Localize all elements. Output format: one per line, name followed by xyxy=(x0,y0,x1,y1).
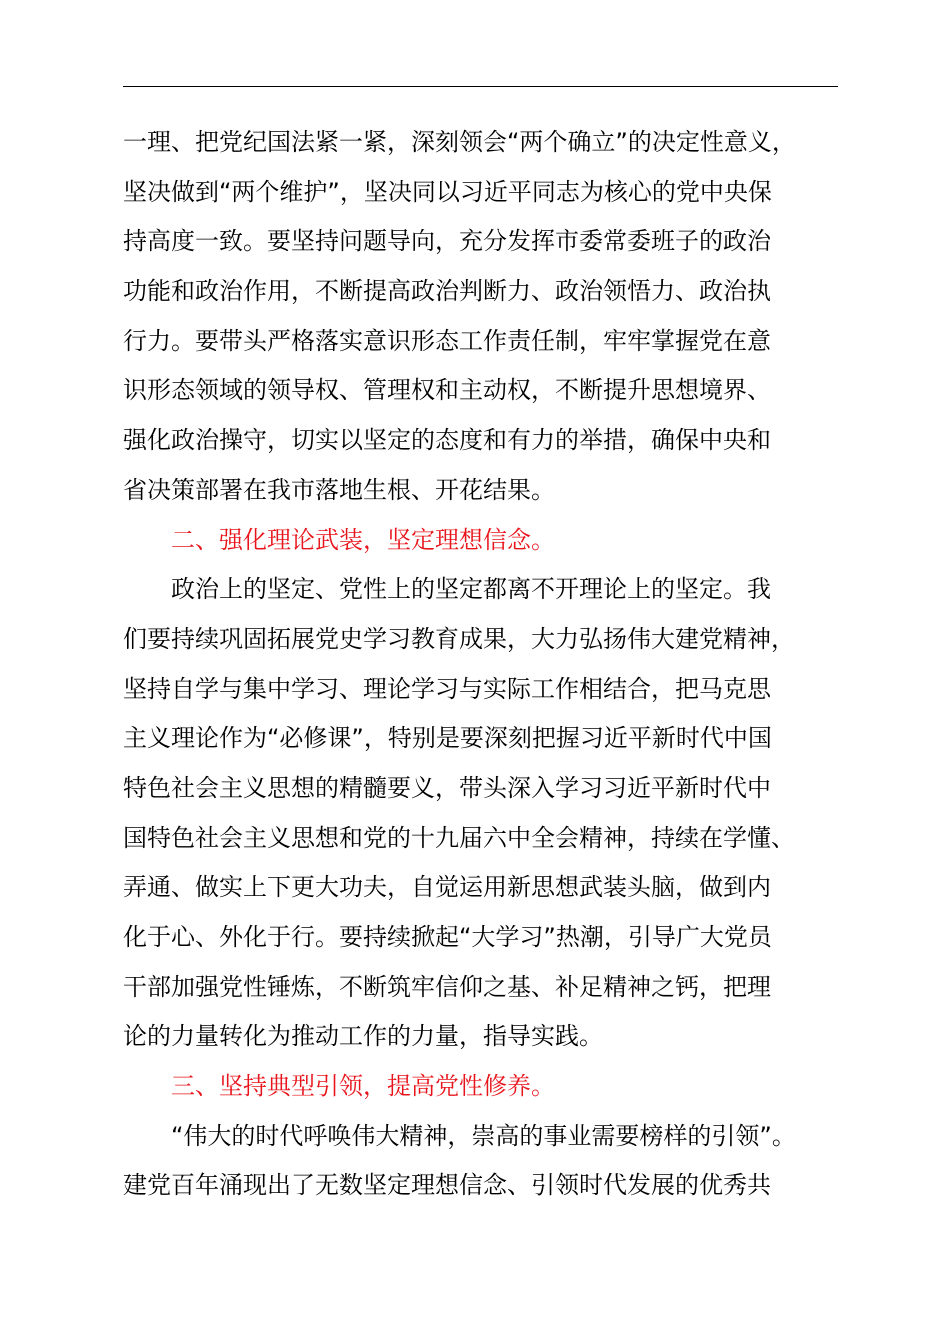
section-heading: 三、坚持典型引领，提高党性修养。 xyxy=(171,1072,555,1101)
body-line: 省决策部署在我市落地生根、开花结果。 xyxy=(123,475,555,504)
body-line: 们要持续巩固拓展党史学习教育成果，大力弘扬伟大建党精神， xyxy=(123,624,795,653)
document-body xyxy=(123,118,843,1211)
body-line: 干部加强党性锤炼，不断筑牢信仰之基、补足精神之钙，把理 xyxy=(123,972,771,1001)
body-line: 坚持自学与集中学习、理论学习与实际工作相结合，把马克思 xyxy=(123,674,771,703)
body-line: 功能和政治作用，不断提高政治判断力、政治领悟力、政治执 xyxy=(123,277,771,306)
body-line: 特色社会主义思想的精髓要义，带头深入学习习近平新时代中 xyxy=(123,773,771,802)
body-line: 坚决做到“两个维护”，坚决同以习近平同志为核心的党中央保 xyxy=(123,177,772,206)
body-line: 持高度一致。要坚持问题导向，充分发挥市委常委班子的政治 xyxy=(123,227,771,256)
body-line: 弄通、做实上下更大功夫，自觉运用新思想武装头脑，做到内 xyxy=(123,873,771,902)
body-line: 化于心、外化于行。要持续掀起“大学习”热潮，引导广大党员 xyxy=(123,923,772,951)
body-line: 一理、把党纪国法紧一紧，深刻领会“两个确立”的决定性意义， xyxy=(123,128,796,156)
section-heading: 二、强化理论武装，坚定理想信念。 xyxy=(171,525,555,554)
body-line: 主义理论作为“必修课”，特别是要深刻把握习近平新时代中国 xyxy=(123,724,772,753)
body-line: 国特色社会主义思想和党的十九届六中全会精神，持续在学懂、 xyxy=(123,823,795,852)
body-line: 政治上的坚定、党性上的坚定都离不开理论上的坚定。我 xyxy=(171,575,771,604)
header-rule xyxy=(123,86,838,87)
body-line: “伟大的时代呼唤伟大精神，崇高的事业需要榜样的引领”。 xyxy=(171,1121,796,1150)
body-line: 识形态领域的领导权、管理权和主动权，不断提升思想境界、 xyxy=(123,376,771,405)
body-line: 建党百年涌现出了无数坚定理想信念、引领时代发展的优秀共 xyxy=(123,1171,771,1200)
body-line: 行力。要带头严格落实意识形态工作责任制，牢牢掌握党在意 xyxy=(123,326,771,355)
body-line: 强化政治操守，切实以坚定的态度和有力的举措，确保中央和 xyxy=(123,426,771,455)
body-line: 论的力量转化为推动工作的力量，指导实践。 xyxy=(123,1022,603,1051)
